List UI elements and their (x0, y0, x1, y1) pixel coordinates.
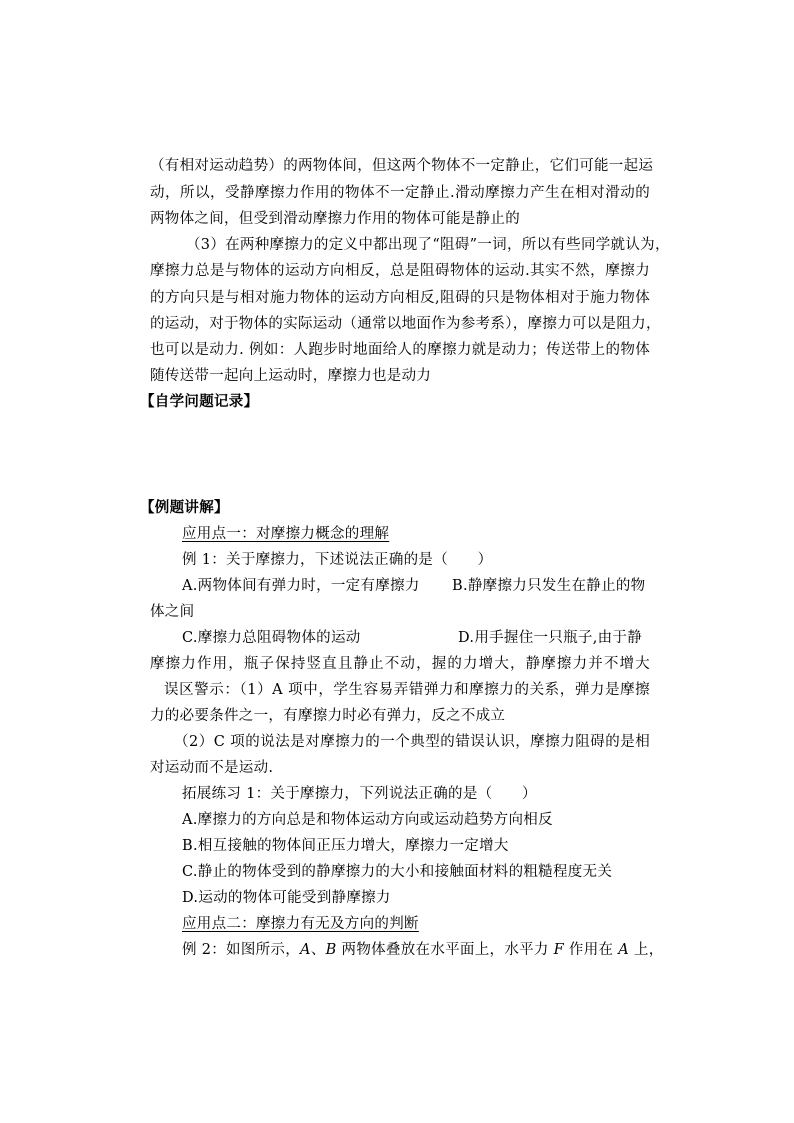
misconception-warning-2-continued: 对运动而不是运动. (150, 760, 274, 776)
paragraph-line: 动，所以，受静摩擦力作用的物体不一定静止.滑动摩擦力产生在相对滑动的 (150, 185, 650, 201)
application-point-1-title: 应用点一：对摩擦力概念的理解 (182, 526, 390, 542)
paragraph-line: 摩擦力总是与物体的运动方向相反，总是阻碍物体的运动.其实不然，摩擦力 (150, 263, 650, 279)
paragraph-line: 随传送带一起向上运动时，摩擦力也是动力 (150, 368, 432, 384)
example-2-text: 作用在 (564, 942, 619, 958)
example-1-question: 例 1：关于摩擦力，下述说法正确的是（ ） (182, 552, 493, 568)
example-2-text: 、 (310, 942, 326, 958)
misconception-warning-1: 误区警示：（1）A 项中，学生容易弄错弹力和摩擦力的关系，弹力是摩擦 (164, 682, 650, 698)
example-2-text: 两物体叠放在水平面上，水平力 (336, 942, 554, 958)
example-1-options-row-cd (182, 628, 650, 648)
example-2-text: 例 2：如图所示， (182, 942, 301, 958)
application-point-2-title: 应用点二：摩擦力有无及方向的判断 (182, 916, 419, 932)
variable-a: A (300, 942, 311, 958)
section-heading-self-study: 【自学问题记录】 (140, 393, 259, 410)
variable-f: F (553, 942, 565, 958)
extension-option-b: B.相互接触的物体间正压力增大，摩擦力一定增大 (182, 838, 509, 854)
option-b-continued: 体之间 (150, 604, 195, 620)
extension-option-d: D.运动的物体可能受到静摩擦力 (182, 890, 391, 906)
paragraph-line: 的运动，对于物体的实际运动（通常以地面作为参考系），摩擦力可以是阻力， (150, 316, 661, 332)
section-heading-examples: 【例题讲解】 (140, 499, 229, 516)
example-2-text: 上， (629, 942, 664, 958)
misconception-warning-2: （2）C 项的说法是对摩擦力的一个典型的错误认识，摩擦力阻碍的是相 (174, 734, 650, 750)
example-2-question (182, 940, 664, 960)
variable-b: B (325, 942, 337, 958)
option-a: A.两物体间有弹力时，一定有摩擦力 (182, 578, 420, 594)
option-c: C.摩擦力总阻碍物体的运动 (182, 630, 361, 646)
option-d: D.用手握住一只瓶子,由于静 (458, 630, 643, 646)
paragraph-line: 也可以是动力. 例如：人跑步时地面给人的摩擦力就是动力；传送带上的物体 (150, 342, 650, 358)
extension-exercise-1: 拓展练习 1：关于摩擦力，下列说法正确的是（ ） (182, 786, 537, 802)
option-b: B.静摩擦力只发生在静止的物 (452, 578, 646, 594)
option-d-continued: 摩擦力作用，瓶子保持竖直且静止不动，握的力增大，静摩擦力并不增大 (150, 656, 650, 672)
extension-option-c: C.静止的物体受到的静摩擦力的大小和接触面材料的粗糙程度无关 (182, 864, 613, 880)
example-1-options-row-ab (182, 576, 650, 596)
paragraph-line: 两物体之间，但受到滑动摩擦力作用的物体可能是静止的 (150, 211, 520, 227)
variable-a: A (618, 942, 630, 958)
paragraph-line: （3）在两种摩擦力的定义中都出现了“阻碍”一词，所以有些同学就认为， (186, 237, 670, 253)
paragraph-line: （有相对运动趋势）的两物体间，但这两个物体不一定静止，它们可能一起运 (150, 158, 654, 174)
misconception-warning-1-continued: 力的必要条件之一，有摩擦力时必有弹力，反之不成立 (150, 708, 506, 724)
paragraph-line: 的方向只是与相对施力物体的运动方向相反,阻碍的只是物体相对于施力物体 (150, 290, 650, 306)
extension-option-a: A.摩擦力的方向总是和物体运动方向或运动趋势方向相反 (182, 812, 553, 828)
